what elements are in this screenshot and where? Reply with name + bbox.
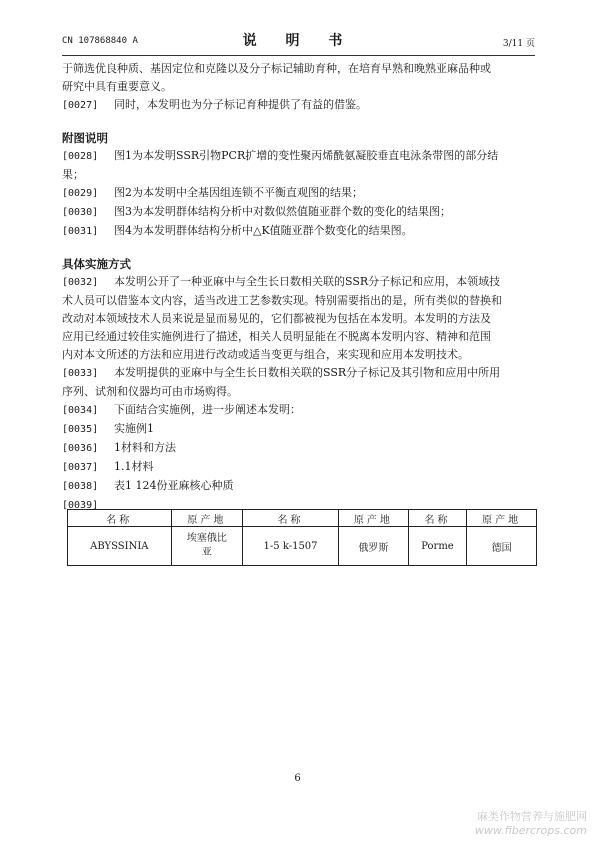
table-header: 名称 — [243, 510, 339, 527]
table-header: 名称 — [408, 510, 466, 527]
table-row — [68, 527, 537, 566]
paragraph-text: 同时，本发明也为分子标记育种提供了有益的借鉴。 — [114, 98, 367, 111]
paragraph-text: 图1为本发明SSR引物PCR扩增的变性聚丙烯酰氨凝胶垂直电泳条带图的部分结 — [114, 149, 499, 162]
paragraph-0032-line: 改动对本领域技术人员来说是显而易见的，它们都被视为包括在本发明。本发明的方法及 — [62, 312, 491, 325]
paragraph-text: 表1 124份亚麻核心种质 — [114, 479, 234, 492]
paragraph-text: 图3为本发明群体结构分析中对数似然值随亚群个数的变化的结果图； — [114, 205, 451, 218]
watermark — [475, 808, 587, 837]
section-heading-drawings: 附图说明 — [62, 131, 108, 145]
table-header: 名称 — [68, 510, 172, 527]
paragraph-text: 1.1材料 — [114, 460, 154, 473]
paragraph-text: 1材料和方法 — [114, 441, 176, 454]
paragraph-0036 — [62, 439, 534, 458]
intro-line-2: 研究中具有重要意义。 — [62, 80, 172, 93]
paragraph-0028-cont: 果； — [62, 168, 84, 181]
paragraph-0037 — [62, 458, 534, 477]
paragraph-number: [0038] — [62, 481, 99, 492]
page-indicator: 3/11 页 — [502, 39, 535, 49]
publication-number: CN 107868840 A — [62, 36, 138, 46]
document-body — [62, 60, 534, 515]
table-header: 原产地 — [467, 510, 537, 527]
document-title: 说 明 书 — [242, 33, 355, 49]
intro-line-1: 于筛选优良种质、基因定位和克隆以及分子标记辅助育种，在培育早熟和晚熟亚麻品种或 — [62, 62, 491, 75]
page-number: 6 — [294, 773, 301, 784]
paragraph-number: [0033] — [62, 368, 99, 379]
origin-line-2: 亚 — [201, 547, 212, 558]
page-header — [62, 30, 535, 52]
paragraph-0032-line: 内对本文所述的方法和应用进行改动或适当变更与组合，来实现和应用本发明技术。 — [62, 348, 469, 361]
paragraph-number: [0035] — [62, 424, 99, 435]
paragraph-0030 — [62, 203, 534, 222]
paragraph-0033 — [62, 364, 534, 383]
origin-line-1: 埃塞俄比 — [186, 533, 227, 544]
paragraph-number: [0030] — [62, 207, 99, 218]
paragraph-0032 — [62, 273, 534, 292]
section-heading-embodiments: 具体实施方式 — [62, 257, 131, 271]
paragraph-text: 本发明提供的亚麻中与全生长日数相关联的SSR分子标记及其引物和应用中所用 — [114, 366, 501, 379]
paragraph-number: [0039] — [62, 500, 99, 511]
table-header: 原产地 — [338, 510, 408, 527]
paragraph-text: 图4为本发明群体结构分析中△K值随亚群个数变化的结果图。 — [114, 224, 413, 237]
table-cell — [171, 527, 242, 566]
watermark-url: www.fibercrops.com — [474, 824, 587, 837]
paragraph-number: [0027] — [62, 100, 99, 111]
table-cell: Porme — [408, 527, 466, 566]
paragraph-text: 图2为本发明中全基因组连锁不平衡直观图的结果； — [114, 186, 363, 199]
paragraph-0033-cont: 序列、试剂和仪器均可由市场购得。 — [62, 385, 238, 398]
paragraph-number: [0036] — [62, 443, 99, 454]
paragraph-0038 — [62, 477, 534, 496]
paragraph-0032-line: 应用已经通过较佳实施例进行了描述，相关人员明显能在不脱离本发明内容、精神和范围 — [62, 330, 491, 343]
paragraph-0034 — [62, 401, 534, 420]
paragraph-number: [0037] — [62, 462, 99, 473]
table-cell: 俄罗斯 — [338, 527, 408, 566]
paragraph-text: 实施例1 — [114, 422, 154, 435]
germplasm-table — [67, 509, 537, 566]
paragraph-0035 — [62, 420, 534, 439]
table-header-row — [68, 510, 537, 527]
paragraph-number: [0029] — [62, 188, 99, 199]
paragraph-text: 本发明公开了一种亚麻中与全生长日数相关联的SSR分子标记和应用，本领域技 — [114, 275, 501, 288]
paragraph-0031 — [62, 222, 534, 241]
table-header: 原产地 — [171, 510, 242, 527]
paragraph-text: 下面结合实施例，进一步阐述本发明： — [114, 403, 301, 416]
paragraph-0029 — [62, 184, 534, 203]
watermark-site-name: 麻类作物营养与施肥网 — [477, 810, 587, 823]
paragraph-0032-line: 术人员可以借鉴本文内容，适当改进工艺参数实现。特别需要指出的是，所有类似的替换和 — [62, 294, 502, 307]
paragraph-0028 — [62, 147, 534, 166]
paragraph-number: [0032] — [62, 277, 99, 288]
paragraph-0027 — [62, 96, 534, 115]
header-rule — [62, 55, 535, 56]
paragraph-number: [0031] — [62, 226, 99, 237]
table-cell: ABYSSINIA — [68, 527, 172, 566]
paragraph-number: [0034] — [62, 405, 99, 416]
table-cell: 德国 — [467, 527, 537, 566]
table-cell: 1-5 k-1507 — [243, 527, 339, 566]
paragraph-number: [0028] — [62, 151, 99, 162]
